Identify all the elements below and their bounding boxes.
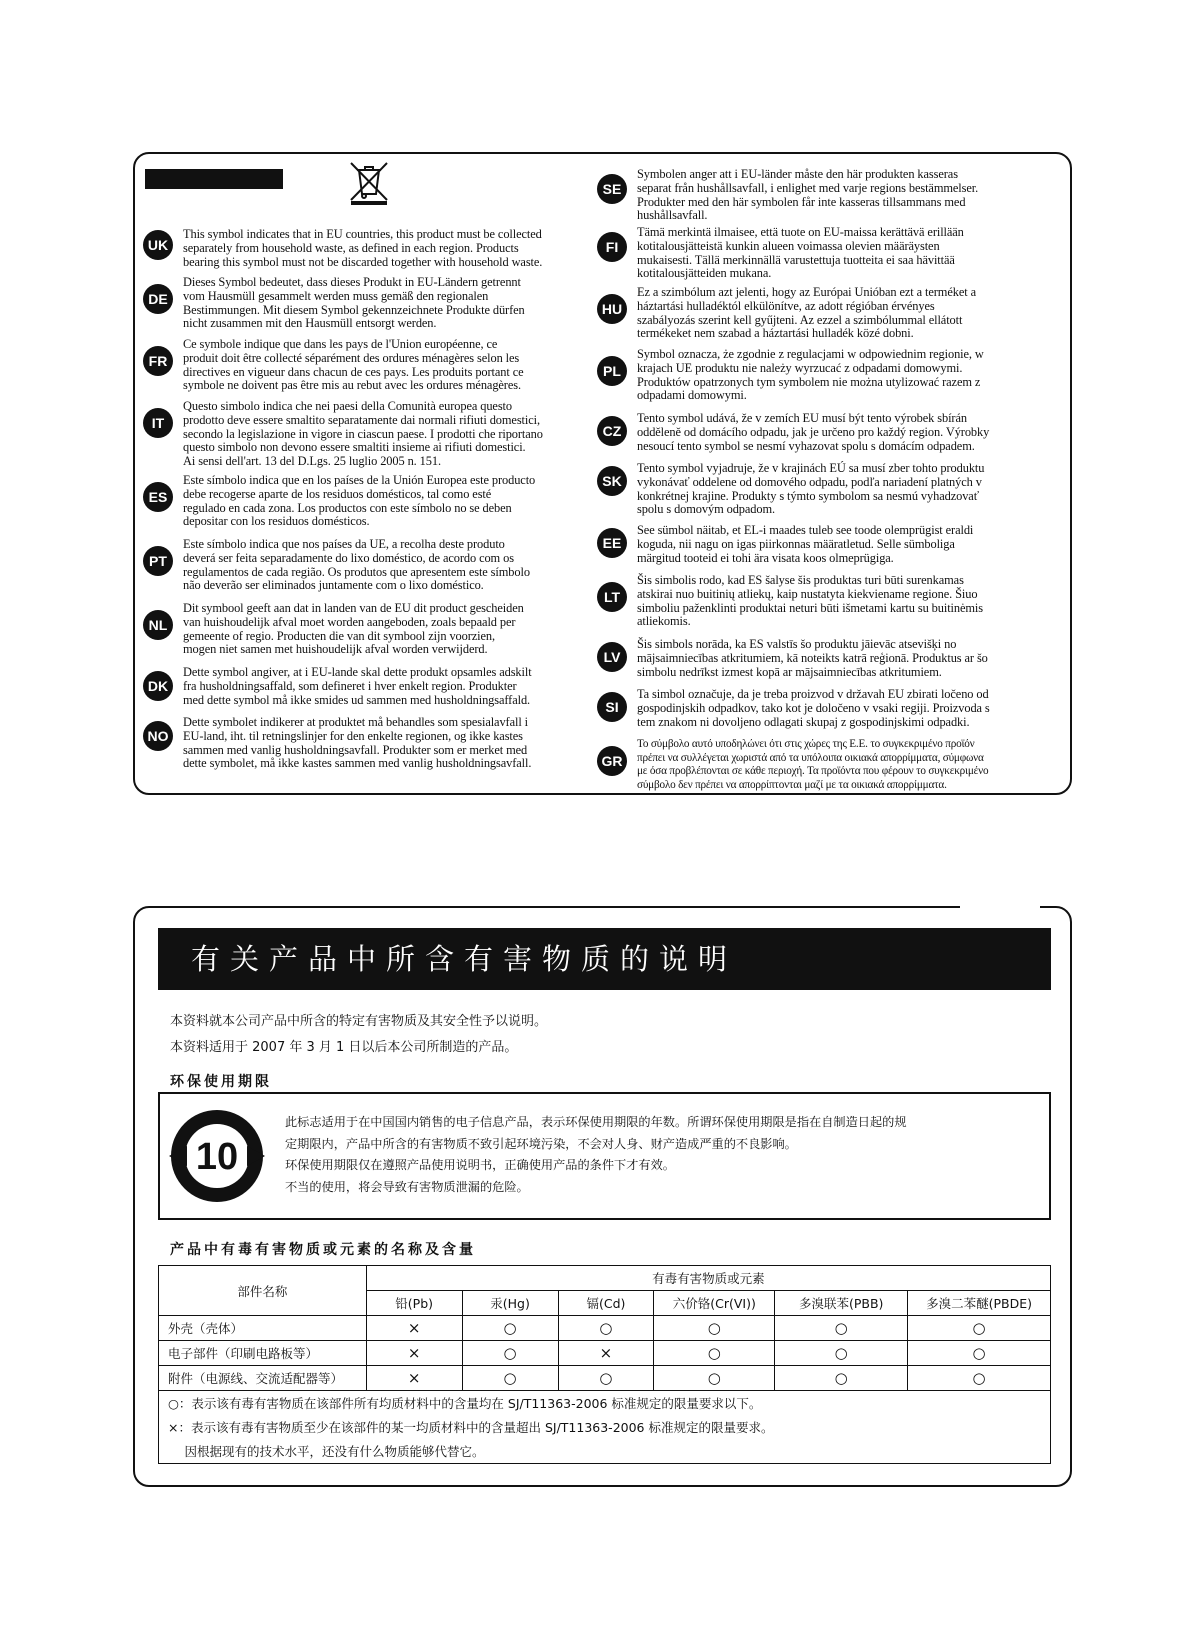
weee-text: See sümbol näitab, et EL-i maades tuleb see toode olemprügist eraldi koguda, nii nagu on igas piirkonnas määratletud. Selle sümboliga märgitud tooteid ei tohi ära visata koos olmeprügiga. <box>637 523 974 565</box>
country-badge: CZ <box>597 416 627 446</box>
weee-text: Dieses Symbol bedeutet, dass dieses Produkt in EU-Ländern getrennt vom Hausmüll gesammelt werden muss gemäß den regionalen Bestimmungen. Mit diesem Symbol gekennzeichnete Produkte dürfen nicht zusammen mit den Hausmüll entsorgt werden. <box>183 275 525 331</box>
weee-text: Ce symbole indique que dans les pays de l'Union européenne, ce produit doit être collecté séparément des ordures ménagères selon les directives en vigueur dans chacun de ces pays. Les produits portant ce symbole ne doivent pas être mis au rebut avec les ordures ménagères. <box>183 337 524 393</box>
mark-cell: ○ <box>908 1316 1051 1341</box>
rohs-title: 有关产品中所含有害物质的说明 <box>158 928 1051 990</box>
country-badge: DK <box>143 671 173 701</box>
country-badge: SK <box>597 466 627 496</box>
legend-note: 因根据现有的技术水平，还没有什么物质能够代替它。 <box>159 1439 1051 1464</box>
weee-text: Dette symbol angiver, at i EU-lande skal dette produkt opsamles adskilt fra husholdningsaffald, som defineret i hver enkelt region. Produkter med dette symbol må ikke smides ud sammen med husholdningsaffald. <box>183 665 532 707</box>
period-number: 10 <box>195 1136 239 1178</box>
country-badge: DE <box>143 284 173 314</box>
weee-text: Este símbolo indica que nos países da UE, a recolha deste produto deverá ser feita separadamente do lixo doméstico, de acordo com os regulamentos de cada região. Os produtos que apresentem este símbolo não deverão ser eliminados juntamente com o lixo doméstico. <box>183 537 530 593</box>
country-badge: PL <box>597 356 627 386</box>
crossed-bin-icon <box>347 160 391 206</box>
weee-text: Το σύμβολο αυτό υποδηλώνει ότι στις χώρες της Ε.Ε. το συγκεκριμένο προϊόν πρέπει να συλλέγεται χωριστά από τα υπόλοιπα οικιακά απορρίμματα, σύμφωνα με όσα προβλέπονται σε κάθε περιοχή. Τα προϊόντα που φέρουν το συγκεκριμένο σύμβολο δεν πρέπει να απορρίπτονται μαζί με τα οικιακά απορρίμματα. <box>637 738 989 791</box>
country-badge: UK <box>143 230 173 260</box>
mark-cell: ○ <box>654 1316 775 1341</box>
weee-text: Symbolen anger att i EU-länder måste den här produkten kasseras separat från hushållsavfall, i enlighet med varje regions bestämmelser. Produkter med den här symbolen får inte kasseras tillsammans med hushållsavfall. <box>637 167 979 223</box>
country-badge: NO <box>143 721 173 751</box>
mark-cell: × <box>558 1341 654 1366</box>
weee-panel <box>133 152 1072 795</box>
note-row <box>159 1415 1051 1439</box>
weee-text: This symbol indicates that in EU countries, this product must be collected separately from household waste, as defined in each region. Products bearing this symbol must not be discarded together with household waste. <box>183 227 543 269</box>
country-badge: IT <box>143 408 173 438</box>
weee-text: Ez a szimbólum azt jelenti, hogy az Európai Unióban ezt a terméket a háztartási hulladéktól elkülönítve, az adott régióban érvényes szabályozás szerint kell gyűjteni. Az ezzel a szimbólummal ellátott termékeket nem szabad a háztartási hulladék közé dobni. <box>637 285 976 341</box>
weee-text: Dit symbool geeft aan dat in landen van de EU dit product gescheiden van huishoudelijk afval moet worden aangeboden, zoals bepaald per gemeente of regio. Producten die van dit symbool zijn voorzien, mogen niet samen met huishoudelijk afval worden verwijderd. <box>183 601 524 657</box>
weee-text: Tento symbol udává, že v zemích EU musí být tento výrobek sbírán odděleně od domácího odpadu, jak je určeno pro každý region. Výrobky nesoucí tento symbol se nesmí vyhazovat spolu s domácím odpadem. <box>637 411 990 453</box>
note-row <box>159 1439 1051 1464</box>
weee-text: Ta simbol označuje, da je treba proizvod v državah EU zbirati ločeno od gospodinjskih odpadkov, tako kot je določeno v vsaki regiji. Proizvoda s tem znakom ni dovoljeno odlagati skupaj z gospodinjskimi odpadki. <box>637 687 990 729</box>
period-heading: 环保使用期限 <box>170 1074 272 1090</box>
mark-cell: ○ <box>558 1316 654 1341</box>
period-line: 定期限内，产品中所含的有害物质不致引起环境污染，不会对人身、财产造成严重的不良影响。 <box>285 1136 797 1151</box>
mark-cell: ○ <box>775 1341 908 1366</box>
substance-header: 六价铬(Cr(VI)) <box>654 1291 775 1316</box>
weee-text: Šis simbols norāda, ka ES valstīs šo produktu jāievāc atsevišķi no mājsaimniecības atkritumiem, kā noteikts katrā reģionā. Produktus ar šo simbolu nedrīkst izmest kopā ar mājsaimniecības atkritumiem. <box>637 637 988 679</box>
part-name-header: 部件名称 <box>159 1266 367 1316</box>
intro-line-1: 本资料就本公司产品中所含的特定有害物质及其安全性予以说明。 <box>170 1014 548 1029</box>
mark-cell: ○ <box>558 1366 654 1391</box>
mark-cell: ○ <box>462 1341 558 1366</box>
weee-text: Tämä merkintä ilmaisee, että tuote on EU-maissa kerättävä erillään kotitalousjätteistä kunkin alueen voimassa olevien määräysten mukaisesti. Tällä merkinnällä varustettuja tuotteita ei saa hävittää kotitalousjätteiden mukana. <box>637 225 964 281</box>
note-row <box>159 1391 1051 1416</box>
intro-line-2: 本资料适用于 2007 年 3 月 1 日以后本公司所制造的产品。 <box>170 1040 518 1055</box>
country-badge: EE <box>597 528 627 558</box>
table-row <box>159 1366 1051 1391</box>
rohs-panel <box>133 906 1072 1487</box>
weee-text: Questo simbolo indica che nei paesi della Comunità europea questo prodotto deve essere smaltito separatamente dai normali rifiuti domestici, secondo la legislazione in vigore in ciascun paese. I prodotti che riportano questo simbolo non devono essere smaltiti insieme ai rifiuti domestici. Ai sensi dell'art. 13 del D.Lgs. 25 luglio 2005 n. 151. <box>183 399 543 469</box>
table-row <box>159 1316 1051 1341</box>
period-line: 环保使用期限仅在遵照产品使用说明书，正确使用产品的条件下才有效。 <box>285 1158 675 1172</box>
substance-header: 铅(Pb) <box>366 1291 462 1316</box>
mark-cell: ○ <box>908 1341 1051 1366</box>
mark-cell: × <box>366 1316 462 1341</box>
country-badge: SE <box>597 174 627 204</box>
country-badge: SI <box>597 692 627 722</box>
header-black-bar <box>145 169 283 189</box>
weee-text: Tento symbol vyjadruje, že v krajinách EÚ sa musí zber tohto produktu vykonávať oddelene od domového odpadu, podľa nariadení platných v konkrétnej krajine. Produkty s týmto symbolom sa nesmú vyhadzovať spolu s domovým odpadom. <box>637 461 985 517</box>
country-badge: NL <box>143 610 173 640</box>
part-name: 电子部件（印刷电路板等） <box>159 1341 367 1366</box>
country-badge: FR <box>143 346 173 376</box>
weee-text: Dette symbolet indikerer at produktet må behandles som spesialavfall i EU-land, iht. til retningslinjer for den enkelte regionen, og ikke kastes sammen med vanlig husholdningsavfall. Produkter som er merket med dette symbolet, må ikke kastes sammen med vanlig husholdningsavfall. <box>183 715 532 771</box>
period-line: 不当的使用，将会导致有害物质泄漏的危险。 <box>285 1179 529 1194</box>
legend-note: ×：表示该有毒有害物质至少在该部件的某一均质材料中的含量超出 SJ/T11363-2006 标准规定的限量要求。 <box>159 1415 1051 1439</box>
country-badge: HU <box>597 294 627 324</box>
substance-header: 多溴二苯醚(PBDE) <box>908 1291 1051 1316</box>
mark-cell: ○ <box>462 1316 558 1341</box>
substance-header: 镉(Cd) <box>558 1291 654 1316</box>
border-gap <box>960 896 1040 918</box>
mark-cell: ○ <box>908 1366 1051 1391</box>
mark-cell: ○ <box>775 1366 908 1391</box>
country-badge: GR <box>597 746 627 776</box>
mark-cell: ○ <box>462 1366 558 1391</box>
period-line: 此标志适用于在中国国内销售的电子信息产品，表示环保使用期限的年数。所谓环保使用期限是指在自制造日起的规 <box>285 1115 907 1129</box>
weee-text: Este símbolo indica que en los países de la Unión Europea este producto debe recogerse aparte de los residuos domésticos, tal como esté regulado en cada zona. Los productos con este símbolo no se deben depositar con los residuos domésticos. <box>183 473 536 529</box>
country-badge: ES <box>143 482 173 512</box>
period-box <box>158 1092 1051 1220</box>
environmental-period-10-icon <box>167 1106 267 1206</box>
substance-header: 汞(Hg) <box>462 1291 558 1316</box>
country-badge: LT <box>597 582 627 612</box>
hazardous-substances-table <box>158 1265 1051 1464</box>
period-description <box>285 1112 1035 1198</box>
mark-cell: × <box>366 1341 462 1366</box>
table-heading: 产品中有毒有害物质或元素的名称及含量 <box>170 1242 476 1258</box>
weee-text: Symbol oznacza, że zgodnie z regulacjami w odpowiednim regionie, w krajach UE produktu nie należy wyrzucać z odpadami domowymi. Produktów opatrzonych tym symbolem nie można utylizować razem z odpadami domowymi. <box>637 347 984 403</box>
part-name: 外壳（壳体） <box>159 1316 367 1341</box>
mark-cell: ○ <box>654 1341 775 1366</box>
weee-text: Šis simbolis rodo, kad ES šalyse šis produktas turi būti surenkamas atskirai nuo buitinių atliekų, kaip nustatyta kiekviename regione. Šiuo simboliu paženklinti produktai neturi būti išmetami kartu su buitinėmis atliekomis. <box>637 573 983 629</box>
part-name: 附件（电源线、交流适配器等） <box>159 1366 367 1391</box>
table-row <box>159 1341 1051 1366</box>
substance-header: 多溴联苯(PBB) <box>775 1291 908 1316</box>
country-badge: LV <box>597 642 627 672</box>
country-badge: PT <box>143 546 173 576</box>
mark-cell: × <box>366 1366 462 1391</box>
mark-cell: ○ <box>654 1366 775 1391</box>
country-badge: FI <box>597 232 627 262</box>
mark-cell: ○ <box>775 1316 908 1341</box>
substance-group-header: 有毒有害物质或元素 <box>366 1266 1050 1291</box>
legend-note: ○：表示该有毒有害物质在该部件所有均质材料中的含量均在 SJ/T11363-2006 标准规定的限量要求以下。 <box>159 1391 1051 1416</box>
